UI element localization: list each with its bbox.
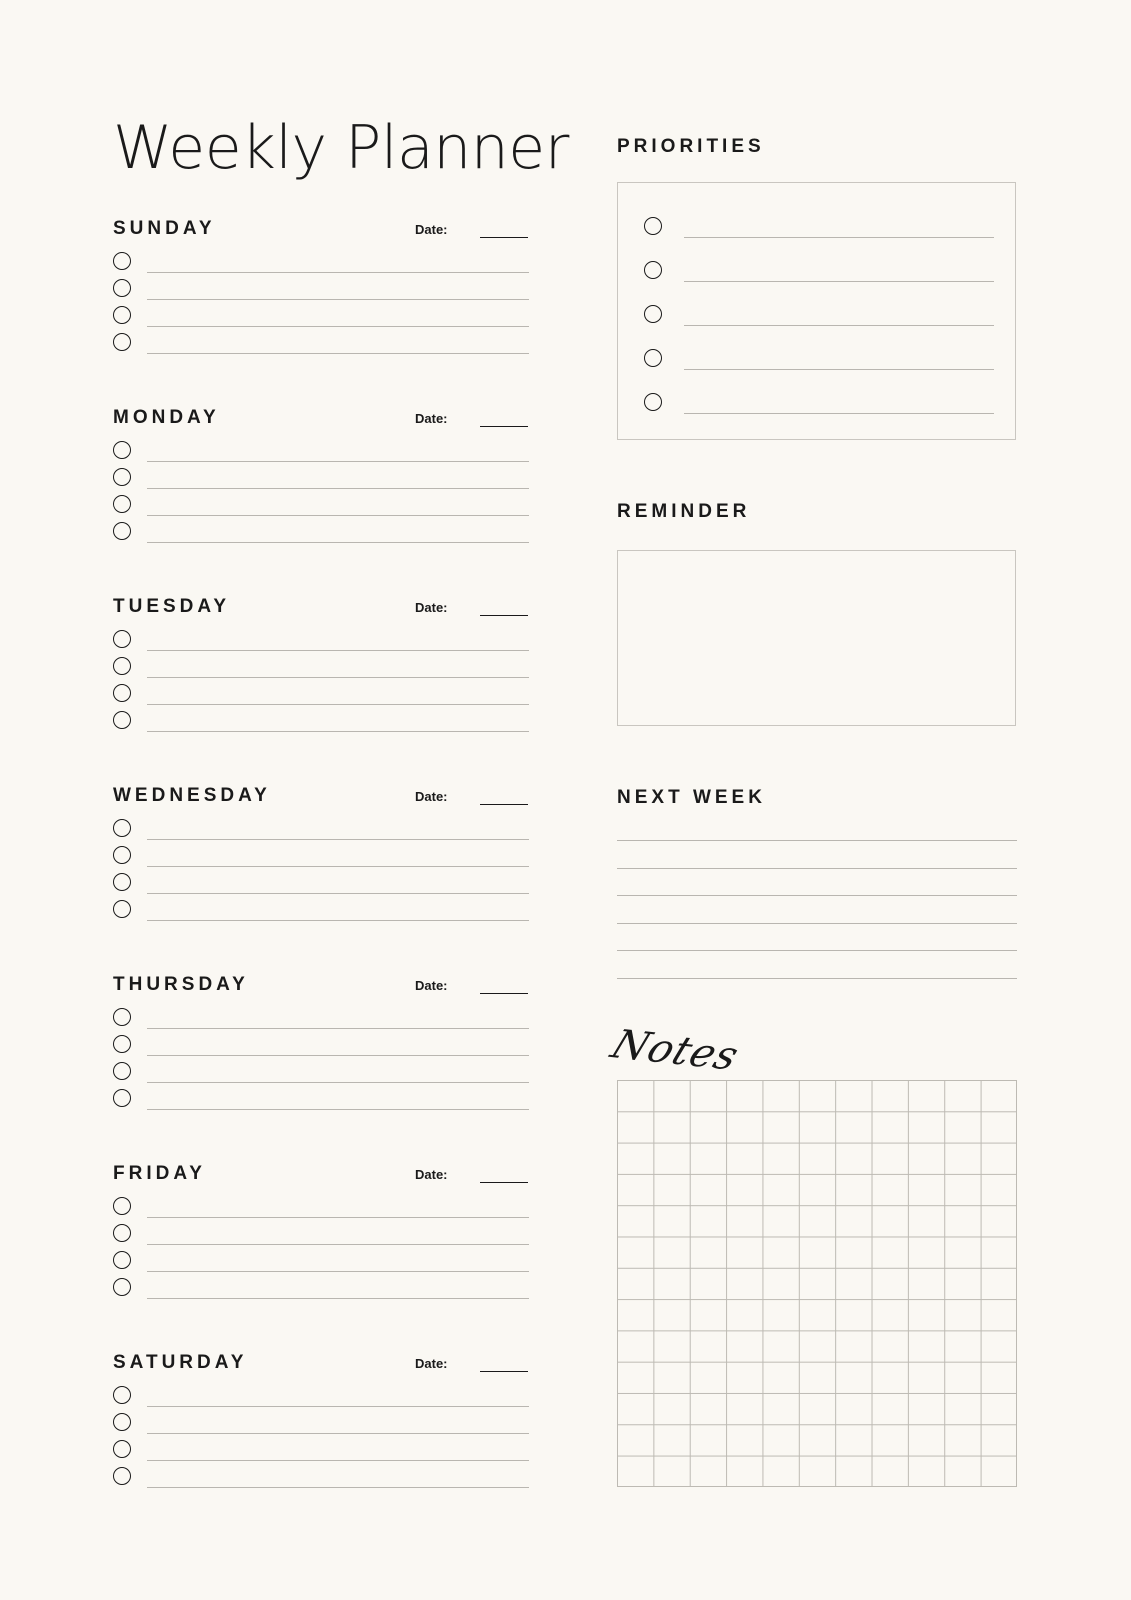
task-line — [147, 1055, 529, 1056]
date-label: Date: — [415, 1356, 448, 1371]
task-row[interactable] — [113, 1413, 529, 1435]
date-label: Date: — [415, 789, 448, 804]
day-section-sunday — [113, 218, 529, 368]
checkbox-circle-icon[interactable] — [113, 1224, 131, 1242]
priority-line — [684, 413, 994, 414]
task-row[interactable] — [113, 1467, 529, 1489]
checkbox-circle-icon[interactable] — [113, 1440, 131, 1458]
task-line — [147, 1217, 529, 1218]
date-label: Date: — [415, 1167, 448, 1182]
task-line — [147, 1244, 529, 1245]
checkbox-circle-icon[interactable] — [113, 306, 131, 324]
checkbox-circle-icon[interactable] — [113, 630, 131, 648]
checkbox-circle-icon[interactable] — [644, 261, 662, 279]
task-row[interactable] — [113, 1035, 529, 1057]
next-week-line[interactable] — [617, 895, 1017, 896]
date-field[interactable] — [480, 804, 528, 805]
checkbox-circle-icon[interactable] — [113, 711, 131, 729]
day-name: MONDAY — [113, 407, 220, 428]
page-title: Weekly Planner — [113, 113, 569, 183]
task-line — [147, 299, 529, 300]
checkbox-circle-icon[interactable] — [113, 468, 131, 486]
checkbox-circle-icon[interactable] — [113, 846, 131, 864]
date-field[interactable] — [480, 237, 528, 238]
date-field[interactable] — [480, 1371, 528, 1372]
checkbox-circle-icon[interactable] — [113, 1251, 131, 1269]
checkbox-circle-icon[interactable] — [113, 1035, 131, 1053]
notes-heading: Notes — [604, 1022, 746, 1080]
checkbox-circle-icon[interactable] — [113, 684, 131, 702]
task-line — [147, 1460, 529, 1461]
task-row[interactable] — [113, 684, 529, 706]
reminder-heading: REMINDER — [617, 501, 751, 522]
task-line — [147, 353, 529, 354]
task-line — [147, 893, 529, 894]
checkbox-circle-icon[interactable] — [113, 333, 131, 351]
task-row[interactable] — [113, 657, 529, 679]
task-row[interactable] — [113, 1278, 529, 1300]
task-row[interactable] — [113, 522, 529, 544]
priority-line — [684, 369, 994, 370]
checkbox-circle-icon[interactable] — [113, 657, 131, 675]
checkbox-circle-icon[interactable] — [113, 819, 131, 837]
task-line — [147, 731, 529, 732]
task-line — [147, 488, 529, 489]
task-row[interactable] — [113, 1224, 529, 1246]
notes-grid[interactable] — [617, 1080, 1017, 1487]
day-section-thursday — [113, 974, 529, 1124]
task-line — [147, 1109, 529, 1110]
checkbox-circle-icon[interactable] — [113, 1467, 131, 1485]
task-row[interactable] — [113, 468, 529, 490]
task-line — [147, 1433, 529, 1434]
task-line — [147, 677, 529, 678]
checkbox-circle-icon[interactable] — [113, 873, 131, 891]
task-line — [147, 272, 529, 273]
day-section-saturday — [113, 1352, 529, 1502]
task-line — [147, 920, 529, 921]
task-row[interactable] — [113, 495, 529, 517]
task-row[interactable] — [113, 1197, 529, 1219]
next-week-line[interactable] — [617, 840, 1017, 841]
next-week-line[interactable] — [617, 978, 1017, 979]
checkbox-circle-icon[interactable] — [644, 349, 662, 367]
task-row[interactable] — [113, 900, 529, 922]
checkbox-circle-icon[interactable] — [113, 1197, 131, 1215]
task-line — [147, 1028, 529, 1029]
checkbox-circle-icon[interactable] — [113, 900, 131, 918]
day-name: FRIDAY — [113, 1163, 206, 1184]
task-row[interactable] — [113, 1008, 529, 1030]
task-line — [147, 1271, 529, 1272]
task-line — [147, 542, 529, 543]
checkbox-circle-icon[interactable] — [113, 252, 131, 270]
checkbox-circle-icon[interactable] — [113, 495, 131, 513]
next-week-line[interactable] — [617, 923, 1017, 924]
priority-row[interactable] — [644, 305, 994, 327]
priority-row[interactable] — [644, 217, 994, 239]
checkbox-circle-icon[interactable] — [644, 393, 662, 411]
task-row[interactable] — [113, 711, 529, 733]
task-row[interactable] — [113, 1062, 529, 1084]
next-week-line[interactable] — [617, 868, 1017, 869]
task-row[interactable] — [113, 252, 529, 274]
task-row[interactable] — [113, 846, 529, 868]
task-line — [147, 461, 529, 462]
task-row[interactable] — [113, 1386, 529, 1408]
next-week-heading: NEXT WEEK — [617, 787, 766, 808]
task-row[interactable] — [113, 1440, 529, 1462]
task-row[interactable] — [113, 630, 529, 652]
checkbox-circle-icon[interactable] — [113, 441, 131, 459]
date-label: Date: — [415, 978, 448, 993]
priorities-box — [617, 182, 1016, 440]
checkbox-circle-icon[interactable] — [644, 305, 662, 323]
task-line — [147, 866, 529, 867]
day-name: WEDNESDAY — [113, 785, 271, 806]
day-name: SUNDAY — [113, 218, 216, 239]
task-row[interactable] — [113, 1251, 529, 1273]
checkbox-circle-icon[interactable] — [113, 522, 131, 540]
task-row[interactable] — [113, 873, 529, 895]
date-field[interactable] — [480, 615, 528, 616]
checkbox-circle-icon[interactable] — [113, 1062, 131, 1080]
day-section-tuesday — [113, 596, 529, 746]
task-row[interactable] — [113, 279, 529, 301]
day-section-monday — [113, 407, 529, 557]
task-row[interactable] — [113, 306, 529, 328]
reminder-box[interactable] — [617, 550, 1016, 726]
checkbox-circle-icon[interactable] — [644, 217, 662, 235]
priority-row[interactable] — [644, 393, 994, 415]
day-section-wednesday — [113, 785, 529, 935]
date-label: Date: — [415, 600, 448, 615]
next-week-line[interactable] — [617, 950, 1017, 951]
checkbox-circle-icon[interactable] — [113, 1278, 131, 1296]
checkbox-circle-icon[interactable] — [113, 1008, 131, 1026]
task-line — [147, 1487, 529, 1488]
day-section-friday — [113, 1163, 529, 1313]
checkbox-circle-icon[interactable] — [113, 279, 131, 297]
priority-line — [684, 325, 994, 326]
date-label: Date: — [415, 222, 448, 237]
task-line — [147, 515, 529, 516]
task-line — [147, 704, 529, 705]
date-label: Date: — [415, 411, 448, 426]
priority-line — [684, 281, 994, 282]
date-field[interactable] — [480, 1182, 528, 1183]
task-line — [147, 1082, 529, 1083]
task-row[interactable] — [113, 333, 529, 355]
date-field[interactable] — [480, 426, 528, 427]
day-name: TUESDAY — [113, 596, 231, 617]
task-line — [147, 1298, 529, 1299]
task-line — [147, 650, 529, 651]
date-field[interactable] — [480, 993, 528, 994]
task-row[interactable] — [113, 441, 529, 463]
day-name: THURSDAY — [113, 974, 249, 995]
priority-line — [684, 237, 994, 238]
task-line — [147, 1406, 529, 1407]
priority-row[interactable] — [644, 261, 994, 283]
priority-row[interactable] — [644, 349, 994, 371]
task-line — [147, 326, 529, 327]
checkbox-circle-icon[interactable] — [113, 1413, 131, 1431]
priorities-heading: PRIORITIES — [617, 136, 765, 157]
task-row[interactable] — [113, 1089, 529, 1111]
task-row[interactable] — [113, 819, 529, 841]
day-name: SATURDAY — [113, 1352, 248, 1373]
checkbox-circle-icon[interactable] — [113, 1386, 131, 1404]
task-line — [147, 839, 529, 840]
checkbox-circle-icon[interactable] — [113, 1089, 131, 1107]
